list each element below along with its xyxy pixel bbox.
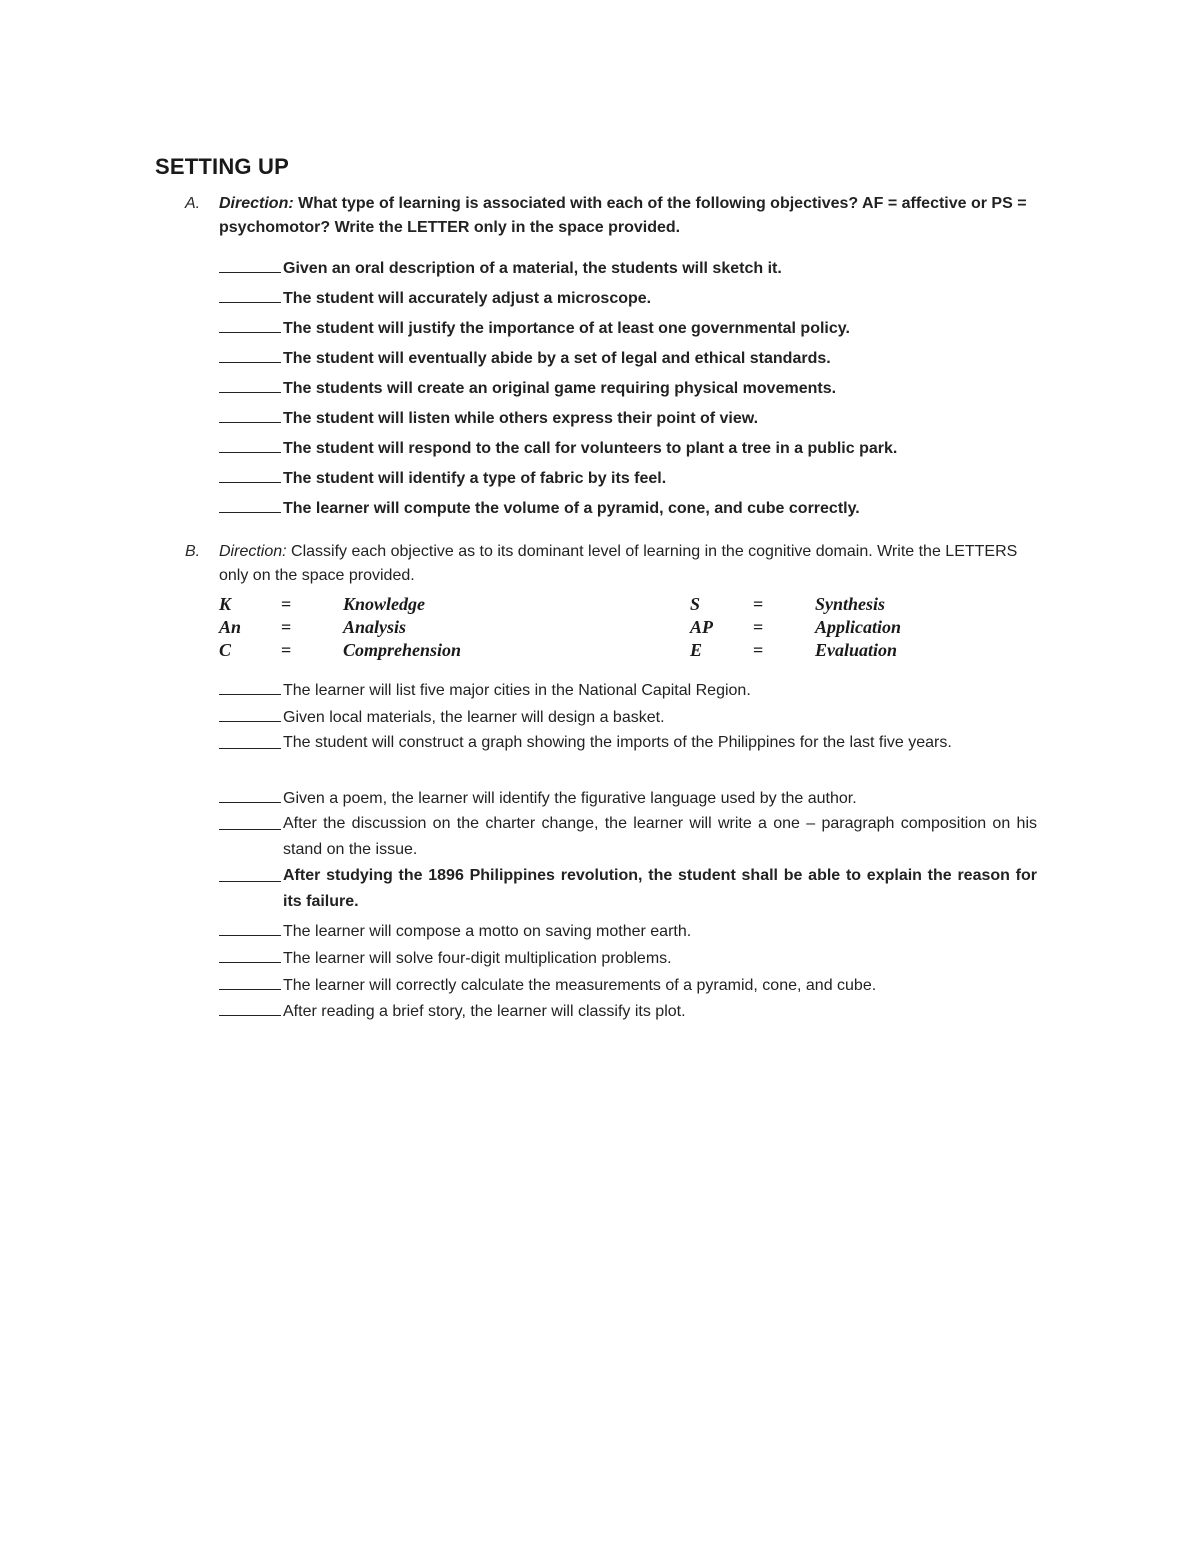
- section-a-item: The student will listen while others express their point of view.: [219, 404, 758, 432]
- section-a-item: The student will respond to the call for volunteers to plant a tree in a public park.: [219, 434, 897, 462]
- section-a-direction-word: Direction:: [219, 195, 294, 212]
- answer-blank[interactable]: [219, 944, 281, 963]
- section-a-direction: [219, 192, 1034, 240]
- answer-blank[interactable]: [219, 374, 281, 393]
- legend-equals: =: [281, 594, 292, 614]
- answer-blank[interactable]: [219, 917, 281, 936]
- section-a-item: The learner will compute the volume of a pyramid, cone, and cube correctly.: [219, 494, 860, 522]
- legend-name: Knowledge: [343, 594, 426, 614]
- legend-equals: =: [281, 617, 292, 637]
- answer-blank[interactable]: [219, 811, 281, 830]
- answer-blank[interactable]: [219, 404, 281, 423]
- answer-blank[interactable]: [219, 284, 281, 303]
- answer-blank[interactable]: [219, 434, 281, 453]
- answer-blank[interactable]: [219, 703, 281, 722]
- answer-blank[interactable]: [219, 344, 281, 363]
- legend-abbr: AP: [690, 617, 714, 637]
- level-legend: [219, 594, 979, 663]
- answer-blank[interactable]: [219, 971, 281, 990]
- legend-equals: =: [753, 594, 764, 614]
- section-a-item: The student will eventually abide by a set of legal and ethical standards.: [219, 344, 831, 372]
- section-b-direction: [219, 540, 1034, 588]
- section-b-item: Given local materials, the learner will design a basket.: [219, 703, 665, 731]
- legend-equals: =: [753, 617, 764, 637]
- section-b-item: After studying the 1896 Philippines revolution, the student shall be able to explain the reason for its failure.: [219, 863, 1037, 915]
- section-b-item: Given a poem, the learner will identify the figurative language used by the author.: [219, 784, 857, 812]
- answer-blank[interactable]: [219, 676, 281, 695]
- section-a-item: The students will create an original game requiring physical movements.: [219, 374, 836, 402]
- section-b-item: The learner will correctly calculate the measurements of a pyramid, cone, and cube.: [219, 971, 876, 999]
- legend-name: Evaluation: [815, 640, 898, 660]
- legend-equals: =: [281, 640, 292, 660]
- legend-row: [219, 594, 979, 617]
- legend-row: [219, 640, 979, 663]
- section-b-label: B.: [185, 543, 201, 560]
- section-a-label: A.: [185, 195, 201, 212]
- section-a-item: The student will justify the importance of at least one governmental policy.: [219, 314, 850, 342]
- answer-blank[interactable]: [219, 997, 281, 1016]
- section-b-item: After reading a brief story, the learner will classify its plot.: [219, 997, 686, 1025]
- section-b-direction-text: Classify each objective as to its dominant level of learning in the cognitive domain. Write the LETTERS only on the space provided.: [219, 543, 1018, 584]
- section-b-item: The student will construct a graph showing the imports of the Philippines for the last five years.: [219, 730, 1037, 756]
- answer-blank[interactable]: [219, 784, 281, 803]
- legend-abbr: C: [219, 640, 232, 660]
- legend-abbr: K: [219, 594, 232, 614]
- section-b-direction-word: Direction:: [219, 543, 287, 560]
- answer-blank[interactable]: [219, 254, 281, 273]
- section-a-direction-text: What type of learning is associated with each of the following objectives? AF = affective or PS = psychomotor? Write the LETTER only in the space provided.: [219, 195, 1027, 236]
- section-a-item: The student will identify a type of fabric by its feel.: [219, 464, 666, 492]
- section-b-item: After the discussion on the charter change, the learner will write a one – paragraph composition on his stand on the issue.: [219, 811, 1037, 863]
- legend-abbr: An: [219, 617, 242, 637]
- page-title: SETTING UP: [155, 154, 290, 179]
- legend-equals: =: [753, 640, 764, 660]
- legend-name: Analysis: [343, 617, 407, 637]
- answer-blank[interactable]: [219, 464, 281, 483]
- legend-name: Synthesis: [815, 594, 886, 614]
- section-b-item: The learner will list five major cities in the National Capital Region.: [219, 676, 751, 704]
- legend-name: Application: [815, 617, 902, 637]
- legend-abbr: S: [690, 594, 701, 614]
- legend-abbr: E: [690, 640, 703, 660]
- section-b-item: The learner will compose a motto on saving mother earth.: [219, 917, 691, 945]
- answer-blank[interactable]: [219, 730, 281, 749]
- answer-blank[interactable]: [219, 863, 281, 882]
- section-a-item: Given an oral description of a material, the students will sketch it.: [219, 254, 782, 282]
- section-b-item: The learner will solve four-digit multiplication problems.: [219, 944, 672, 972]
- section-a-item: The student will accurately adjust a microscope.: [219, 284, 651, 312]
- legend-name: Comprehension: [343, 640, 462, 660]
- legend-row: [219, 617, 979, 640]
- answer-blank[interactable]: [219, 494, 281, 513]
- answer-blank[interactable]: [219, 314, 281, 333]
